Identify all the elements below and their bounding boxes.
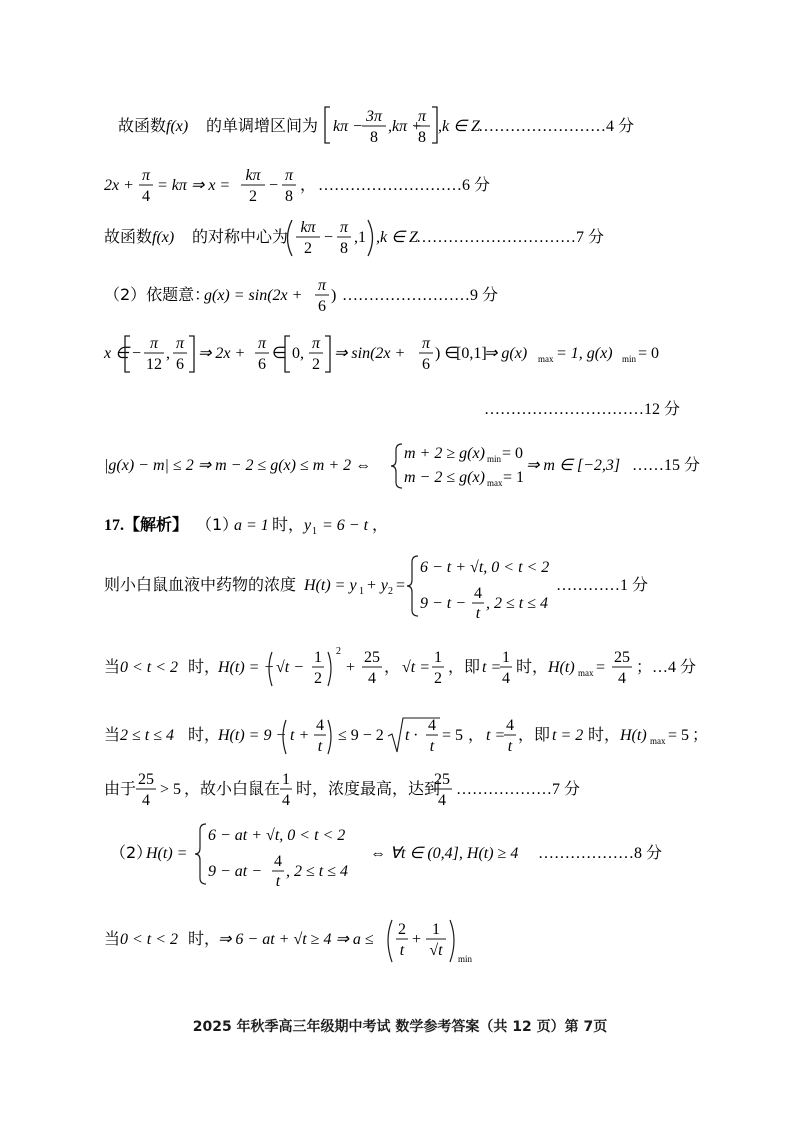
- math: = kπ ⇒ x =: [157, 177, 231, 194]
- math: ⇒ sin(2x +: [334, 345, 406, 362]
- fraction-denominator: 2: [314, 670, 322, 687]
- score-dots: …………………………7 分: [416, 229, 605, 246]
- math: a = 1: [234, 517, 269, 534]
- answer-line-2: [0, 156, 800, 216]
- fraction-numerator: π: [339, 219, 349, 236]
- math: −: [132, 345, 142, 362]
- answer-line-4: [0, 268, 800, 328]
- math: ⇒ g(x): [484, 345, 528, 362]
- text: 故函数: [118, 116, 167, 135]
- answer-line-7: [0, 436, 800, 496]
- fraction-numerator: 1: [282, 771, 290, 788]
- text: ，故小白鼠在: [184, 779, 281, 798]
- fraction-numerator: π: [317, 277, 327, 294]
- math: −: [324, 229, 334, 246]
- fraction-numerator: 4: [316, 717, 324, 734]
- math: +: [346, 659, 356, 676]
- math: 0 < t < 2: [120, 659, 179, 676]
- fraction-numerator: π: [257, 335, 267, 352]
- text: （2）: [110, 843, 153, 862]
- fraction-denominator: √t: [429, 942, 443, 959]
- math: H(t): [620, 727, 647, 744]
- math: H(t) = y: [304, 577, 357, 594]
- superscript: 2: [336, 646, 341, 657]
- math: ,kπ +: [388, 118, 422, 135]
- text: 故函数: [104, 227, 153, 246]
- fraction-numerator: 4: [274, 853, 282, 870]
- math: 6 − t + √t, 0 < t < 2: [420, 559, 550, 576]
- score-dots: …………………………12 分: [484, 401, 681, 418]
- score-dots: ………………………6 分: [318, 177, 491, 194]
- fraction-denominator: 8: [340, 240, 348, 257]
- fraction-numerator: 1: [434, 649, 442, 666]
- math: = 5: [442, 727, 464, 744]
- bracket: [325, 107, 330, 143]
- math: +: [412, 931, 422, 948]
- bracket: [432, 107, 437, 143]
- fraction-denominator: 8: [370, 129, 378, 146]
- math: [0,1]: [456, 345, 487, 362]
- math: 6 − at + √t, 0 < t < 2: [208, 827, 346, 844]
- fraction-denominator: 4: [368, 670, 376, 687]
- page-footer: 2025 年秋季高三年级期中考试 数学参考答案（共 12 页）第 7页: [192, 1019, 608, 1035]
- answer-line-3: [0, 208, 800, 268]
- fraction-denominator: 4: [142, 188, 150, 205]
- math: = 0: [638, 345, 660, 362]
- subscript: 1: [359, 586, 364, 597]
- fraction-numerator: 1: [432, 921, 440, 938]
- fraction-denominator: 8: [285, 188, 293, 205]
- math: ,1: [354, 229, 366, 246]
- fraction-denominator: 2: [304, 240, 312, 257]
- text: ，: [384, 657, 401, 676]
- fraction-denominator: 4: [438, 792, 446, 809]
- fraction-denominator: t: [475, 605, 481, 622]
- math: 9 − at −: [208, 863, 263, 880]
- fraction-numerator: 1: [314, 649, 322, 666]
- fraction-numerator: π: [417, 108, 427, 125]
- text: 时，: [588, 725, 621, 744]
- math: g(x) = sin(2x +: [204, 287, 303, 304]
- fraction-denominator: 4: [618, 670, 626, 687]
- fraction-denominator: 4: [142, 792, 150, 809]
- math: = 1: [503, 469, 525, 486]
- math: 0,: [292, 345, 304, 362]
- math: ⇒ m ∈ [−2,3]: [526, 457, 621, 474]
- fraction-denominator: t: [507, 738, 513, 755]
- math: = 1, g(x): [556, 345, 613, 362]
- fraction-denominator: 2: [312, 356, 320, 373]
- text: 当: [104, 929, 121, 948]
- fraction-numerator: kπ: [300, 219, 316, 236]
- math: ⇔ ∀t ∈ (0,4], H(t) ≥ 4: [370, 845, 519, 862]
- text: 时，浓度最高，达到: [296, 779, 441, 798]
- fraction-numerator: 2: [398, 921, 406, 938]
- subscript: min: [487, 454, 502, 464]
- math: 0 < t < 2: [120, 931, 179, 948]
- score-dots: ………………7 分: [456, 781, 581, 798]
- math: ∈: [272, 345, 286, 362]
- math: m + 2 ≥ g(x): [404, 445, 485, 462]
- text: 由于: [104, 779, 137, 798]
- text: 当: [104, 657, 121, 676]
- math: t +: [290, 727, 310, 744]
- text: ，即: [448, 657, 481, 676]
- math: H(t): [548, 659, 575, 676]
- math: x ∈: [104, 345, 130, 362]
- math: f(x): [152, 229, 175, 246]
- fraction-numerator: π: [175, 335, 185, 352]
- fraction-numerator: 4: [428, 717, 436, 734]
- answer-line-11: [0, 706, 800, 766]
- subscript: 2: [388, 586, 393, 597]
- score-dots: ……………………4 分: [478, 118, 635, 135]
- math: f(x): [166, 118, 189, 135]
- math: y: [304, 517, 312, 534]
- subscript: max: [650, 736, 666, 746]
- score-dots: …………1 分: [556, 577, 649, 594]
- fraction-numerator: π: [311, 335, 321, 352]
- math: H(t) = 9 −: [218, 727, 287, 744]
- subscript: min: [622, 354, 637, 364]
- text: （1）: [196, 515, 239, 534]
- math: kπ −: [333, 118, 363, 135]
- math: √t −: [276, 659, 305, 676]
- math: = 6 − t: [322, 517, 369, 534]
- math: > 5: [160, 781, 182, 798]
- math: t = 2: [552, 727, 584, 744]
- fraction-numerator: 3π: [365, 108, 383, 125]
- fraction-numerator: 25: [138, 771, 154, 788]
- math: ⇒ 6 − at + √t ≥ 4 ⇒ a ≤: [218, 931, 374, 948]
- fraction-denominator: t: [317, 738, 323, 755]
- text: 时，: [188, 725, 221, 744]
- subscript: max: [487, 478, 503, 488]
- fraction-numerator: 4: [506, 717, 514, 734]
- text: ，: [300, 175, 317, 194]
- text: ，即: [518, 725, 551, 744]
- answer-line-1: [0, 95, 800, 155]
- question-number: 17.: [104, 517, 124, 534]
- text: 的对称中心为: [192, 227, 289, 246]
- fraction-numerator: 25: [434, 771, 450, 788]
- text: ，: [372, 515, 389, 534]
- math: ,k ∈ Z: [438, 118, 480, 135]
- math: ) ∈: [435, 345, 459, 362]
- fraction-denominator: 6: [258, 356, 266, 373]
- score-dots: ；…4 分: [636, 659, 697, 676]
- text: ；: [692, 725, 709, 744]
- answer-line-10: [0, 638, 800, 698]
- fraction-denominator: t: [275, 873, 281, 888]
- math: 2 ≤ t ≤ 4: [120, 727, 175, 744]
- text: 时，: [272, 515, 305, 534]
- text: 时，: [516, 657, 549, 676]
- math: t =: [482, 659, 502, 676]
- text: 则小白鼠血液中药物的浓度: [104, 575, 297, 594]
- score-dots: ………………8 分: [538, 845, 663, 862]
- subscript: min: [458, 954, 473, 964]
- math: t =: [486, 727, 506, 744]
- math: ,: [166, 345, 170, 362]
- score-dots: ……15 分: [632, 457, 701, 474]
- fraction-denominator: 8: [418, 129, 426, 146]
- fraction-numerator: π: [141, 167, 151, 184]
- section-tag: 【解析】: [124, 515, 189, 534]
- subscript: 1: [312, 526, 317, 537]
- score-dots: ……………………9 分: [342, 287, 499, 304]
- math: 9 − t −: [420, 595, 467, 612]
- subscript: max: [578, 668, 594, 678]
- fraction-denominator: t: [429, 738, 435, 755]
- math: + y: [366, 577, 388, 594]
- text: （2）依题意：: [104, 285, 211, 304]
- math: H(t) =: [146, 845, 188, 862]
- math: = 5: [668, 727, 690, 744]
- text: ，: [468, 725, 485, 744]
- math: , 2 ≤ t ≤ 4: [286, 863, 349, 880]
- answer-line-9: [0, 552, 800, 622]
- fraction-denominator: t: [399, 942, 405, 959]
- math: −: [269, 177, 279, 194]
- math: ): [331, 287, 337, 304]
- math: t ·: [405, 727, 418, 744]
- math: ,k ∈ Z: [376, 229, 418, 246]
- fraction-denominator: 12: [146, 356, 162, 373]
- fraction-numerator: π: [421, 335, 431, 352]
- answer-line-12: [0, 760, 800, 820]
- text: 时，: [188, 657, 221, 676]
- fraction-denominator: 2: [434, 670, 442, 687]
- subscript: max: [538, 354, 554, 364]
- fraction-denominator: 4: [502, 670, 510, 687]
- fraction-numerator: 4: [474, 585, 482, 602]
- fraction-denominator: 2: [249, 188, 257, 205]
- fraction-numerator: 25: [614, 649, 630, 666]
- answer-line-5: [0, 324, 800, 384]
- answer-line-13: [0, 818, 800, 888]
- fraction-numerator: π: [149, 335, 159, 352]
- math: ⇒ 2x +: [198, 345, 246, 362]
- fraction-numerator: π: [284, 167, 294, 184]
- math: = 0: [502, 445, 524, 462]
- text: 当: [104, 725, 121, 744]
- fraction-numerator: 1: [502, 649, 510, 666]
- answer-line-6: [0, 380, 800, 440]
- math: H(t) = −: [218, 659, 275, 676]
- fraction-denominator: 6: [422, 356, 430, 373]
- answer-line-14: [0, 910, 800, 970]
- math: |g(x) − m| ≤ 2 ⇒ m − 2 ≤ g(x) ≤ m + 2 ⇔: [104, 457, 372, 474]
- fraction-denominator: 6: [176, 356, 184, 373]
- math: =: [396, 577, 406, 594]
- fraction-numerator: kπ: [245, 167, 261, 184]
- fraction-denominator: 6: [318, 298, 326, 315]
- math: 2x +: [104, 177, 134, 194]
- math: =: [596, 659, 606, 676]
- math: , 2 ≤ t ≤ 4: [486, 595, 549, 612]
- text: 时，: [188, 929, 221, 948]
- math: ≤ 9 − 2: [338, 727, 384, 744]
- fraction-numerator: 25: [364, 649, 380, 666]
- math: m − 2 ≤ g(x): [404, 469, 485, 486]
- math: √t =: [402, 659, 431, 676]
- fraction-denominator: 4: [282, 792, 290, 809]
- text: 的单调增区间为: [206, 116, 319, 135]
